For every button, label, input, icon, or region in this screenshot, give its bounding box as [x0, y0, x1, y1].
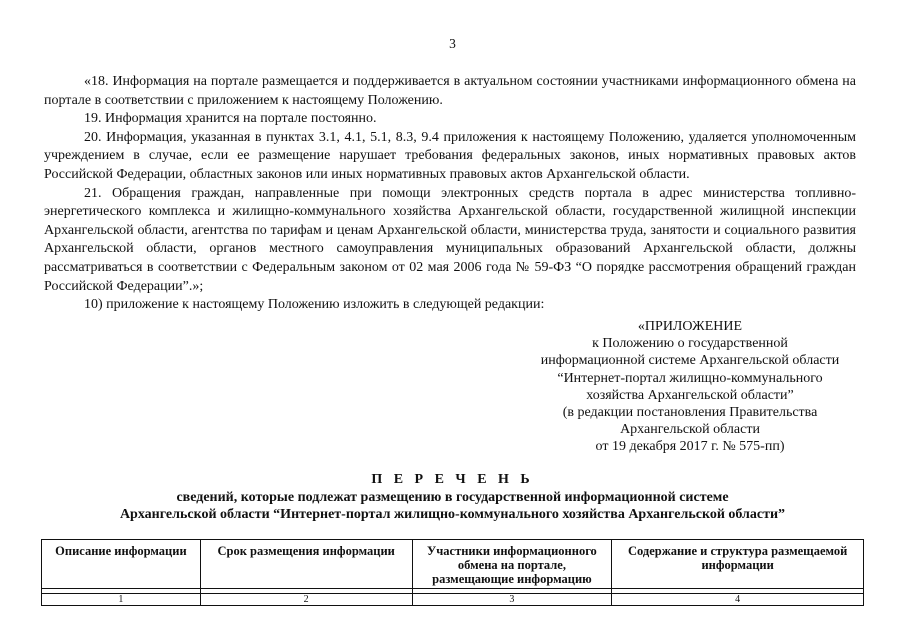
column-header-participants: Участники информационного обмена на портале, размещающие информацию: [412, 540, 612, 589]
table-header-row: [42, 540, 864, 589]
column-header-content: Содержание и структура размещаемой информации: [612, 540, 864, 589]
paragraph-20: 20. Информация, указанная в пунктах 3.1, 4.1, 5.1, 8.3, 9.4 приложения к настоящему Положению, удаляется уполномоченным учреждением в случае, если ее размещение нарушает требования федеральных законов, иных нормативных правовых актов Российской Федерации, областных законов или иных нормативных правовых актов Архангельской области.: [44, 129, 856, 182]
appendix-header: [518, 318, 862, 456]
information-table: [41, 539, 864, 606]
paragraph-19: 19. Информация хранится на портале постоянно.: [84, 111, 377, 127]
appendix-line: (в редакции постановления Правительства: [562, 405, 818, 421]
appendix-line: от 19 декабря 2017 г. № 575-пп): [595, 439, 785, 455]
appendix-line: «ПРИЛОЖЕНИЕ: [637, 319, 743, 334]
appendix-line: к Положению о государственной: [592, 336, 788, 352]
column-number: 4: [612, 594, 864, 606]
document-body: [44, 73, 856, 315]
column-number: 3: [412, 594, 612, 606]
paragraph-18: «18. Информация на портале размещается и поддерживается в актуальном состоянии участниками информационного обмена на портале в соответствии с приложением к настоящему Положению.: [44, 74, 856, 108]
column-header-term: Срок размещения информации: [200, 540, 412, 589]
column-number: 1: [42, 594, 201, 606]
appendix-line: хозяйства Архангельской области”: [586, 387, 794, 403]
column-header-description: Описание информации: [42, 540, 201, 589]
list-subtitle-line-1: сведений, которые подлежат размещению в государственной информационной системе: [176, 489, 729, 505]
appendix-line: Архангельской области: [620, 422, 760, 438]
list-title: [0, 471, 905, 524]
page-number: 3: [449, 36, 456, 51]
column-number: 2: [200, 594, 412, 606]
paragraph-21: 21. Обращения граждан, направленные при помощи электронных средств портала в адрес министерства топливно-энергетического комплекса и жилищно-коммунального хозяйства Архангельской области, государственной жилищной инспекции Архангельской области, агентства по тарифам и ценам Архангельской области, министерства труда, занятости и социального развития Архангельской области, органов местного самоуправления муниципальных образований Архангельской области, должны рассматриваться в соответствии с Федеральным законом от 02 мая 2006 года № 59-ФЗ “О порядке рассмотрения обращений граждан Российской Федерации”.»;: [44, 185, 856, 294]
table-row: [42, 594, 864, 606]
list-subtitle-line-2: Архангельской области “Интернет-портал жилищно-коммунального хозяйства Архангельской области”: [119, 507, 786, 522]
paragraph-item-10: 10) приложение к настоящему Положению изложить в следующей редакции:: [84, 297, 545, 313]
list-heading: П Е Р Е Ч Е Н Ь: [371, 472, 534, 487]
appendix-line: информационной системе Архангельской области: [540, 353, 840, 369]
appendix-line: “Интернет-портал жилищно-коммунального: [557, 370, 823, 386]
